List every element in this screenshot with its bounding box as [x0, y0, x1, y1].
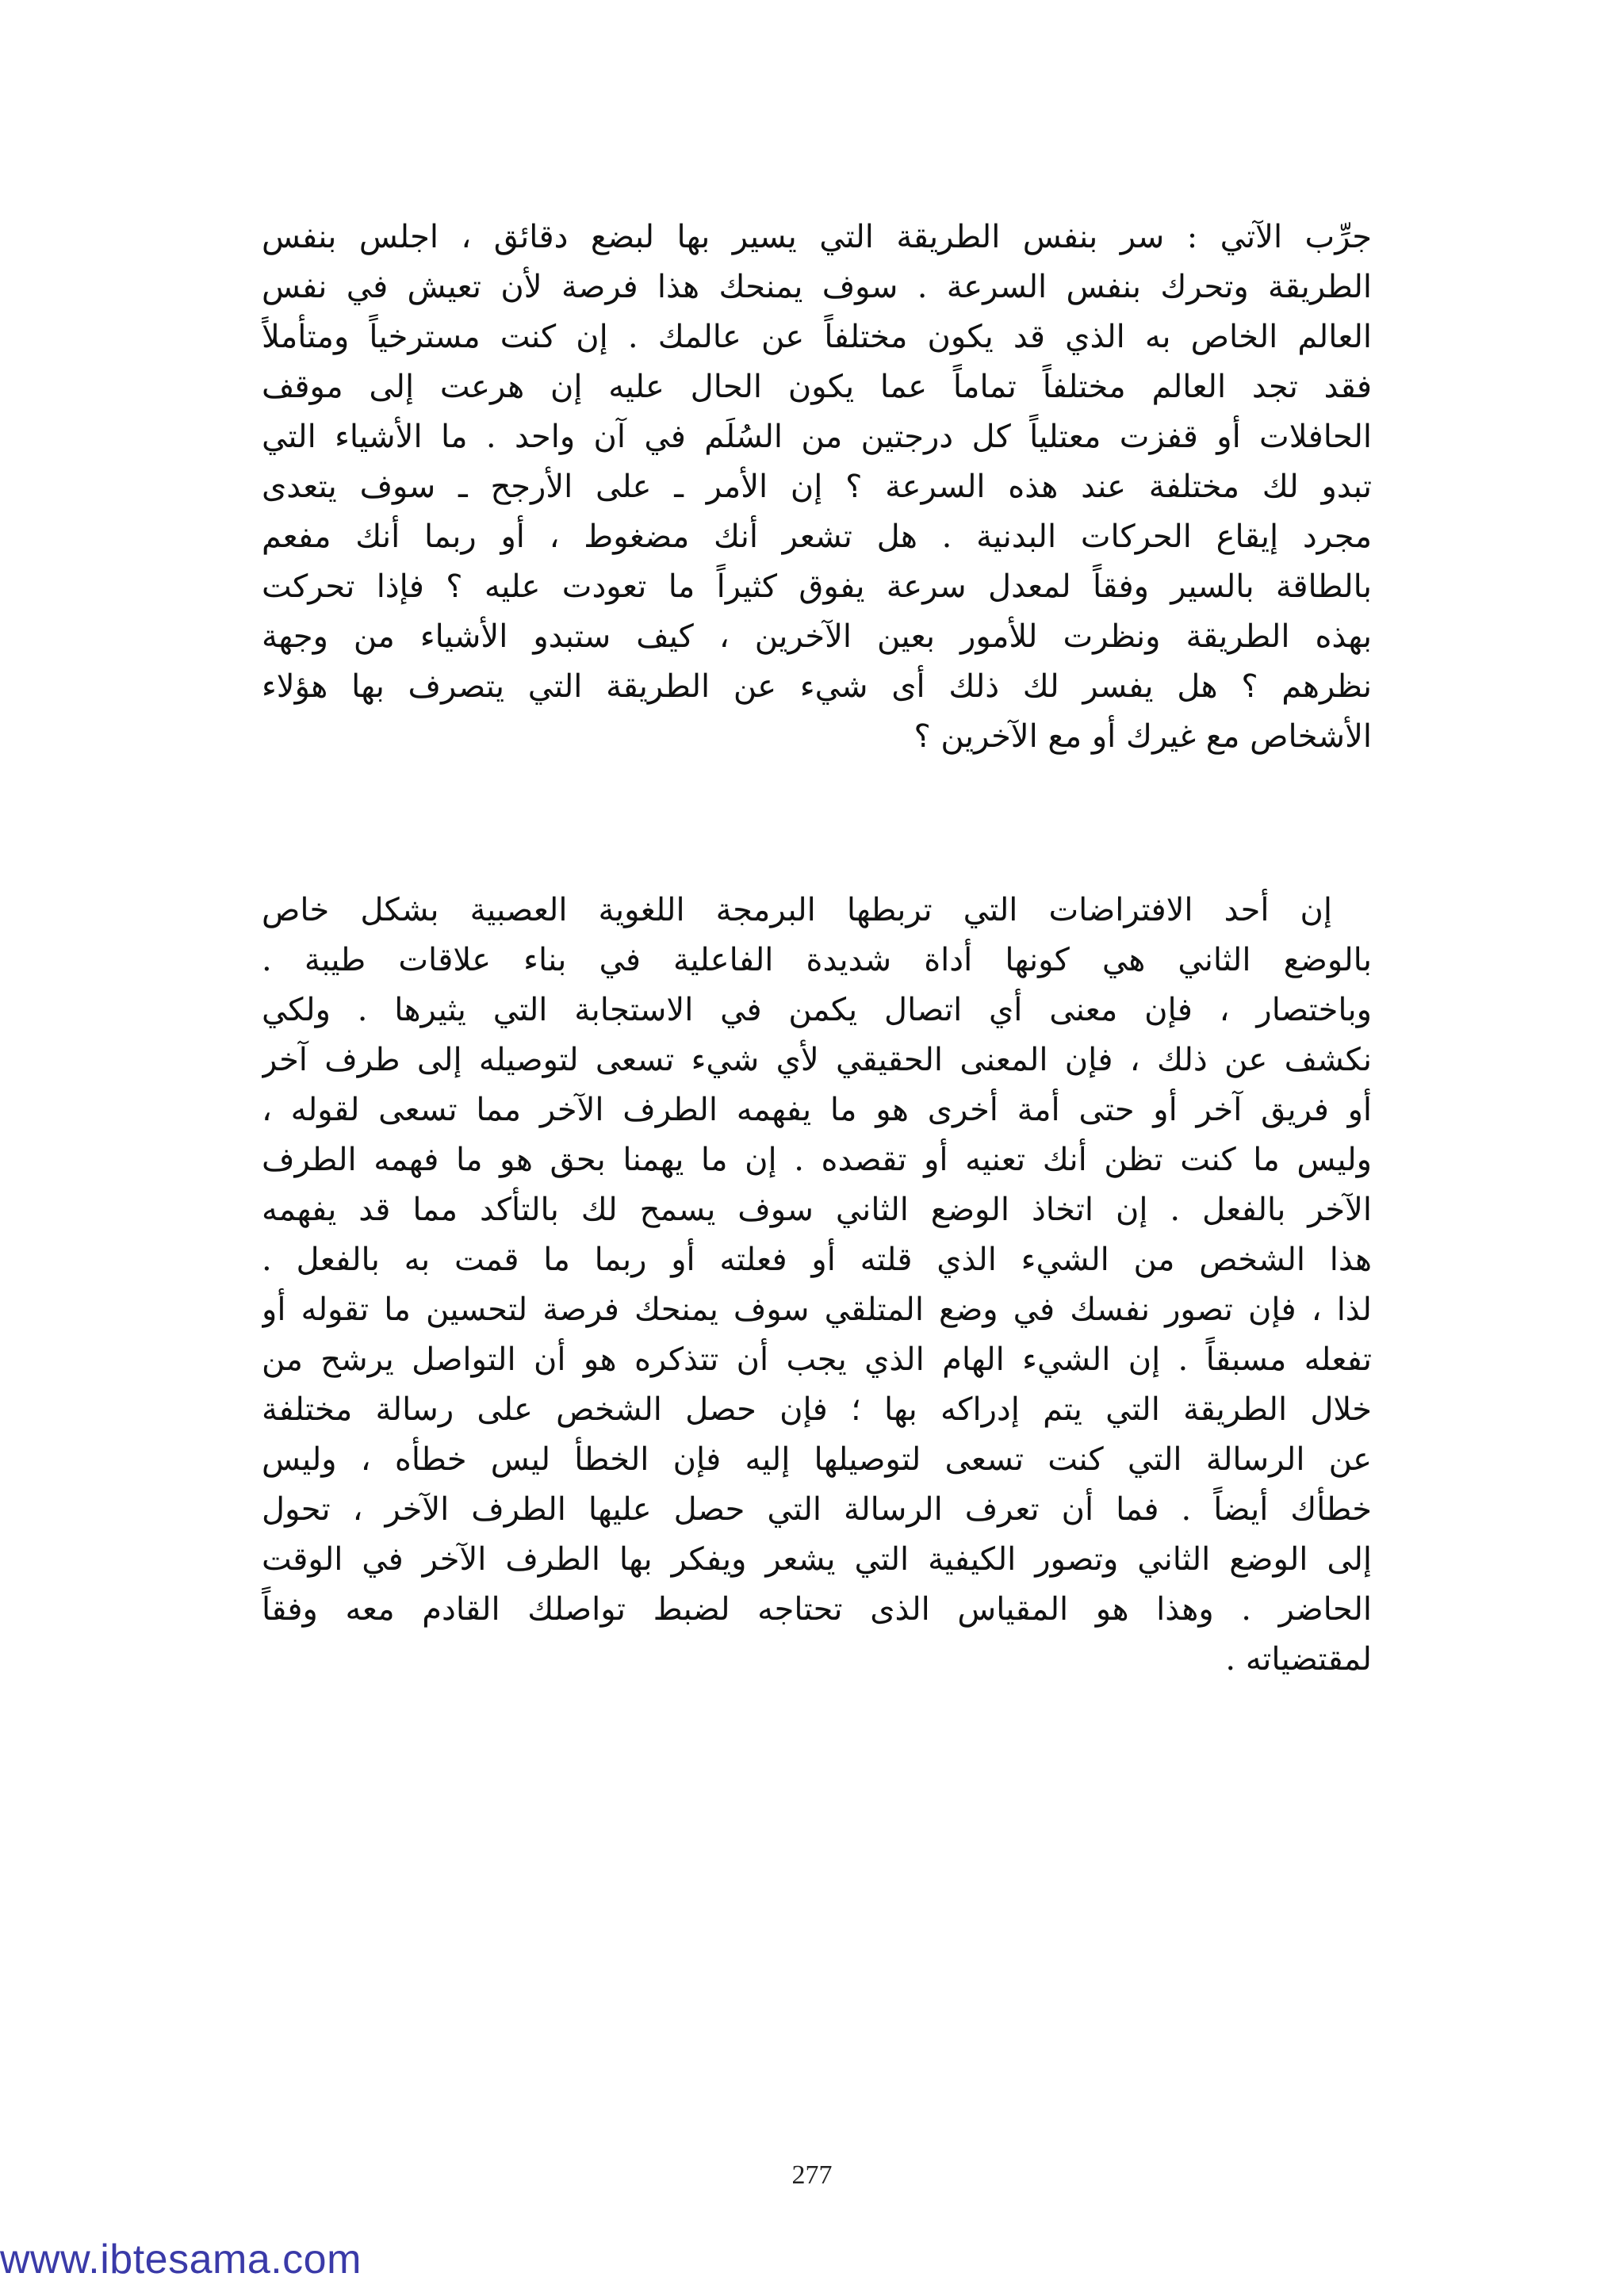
text-line: الآخر بالفعل . إن اتخاذ الوضع الثاني سوف يسمح لك بالتأكد مما قد يفهمه: [262, 1192, 1372, 1228]
page-number: 277: [791, 2160, 833, 2190]
text-line: بهذه الطريقة ونظرت للأمور بعين الآخرين ، كيف ستبدو الأشياء من وجهة: [262, 618, 1372, 655]
text-line: لمقتضياته .: [1225, 1641, 1372, 1678]
text-line: نكشف عن ذلك ، فإن المعنى الحقيقي لأي شيء تسعى لتوصيله إلى طرف آخر: [262, 1042, 1372, 1078]
text-line: بالوضع الثاني هي كونها أداة شديدة الفاعلية في بناء علاقات طيبة .: [262, 942, 1372, 978]
text-line: إلى الوضع الثاني وتصور الكيفية التي يشعر ويفكر بها الطرف الآخر في الوقت: [262, 1541, 1372, 1578]
text-line: الطريقة وتحرك بنفس السرعة . سوف يمنحك هذا فرصة لأن تعيش في نفس: [262, 269, 1372, 305]
text-line: وباختصار ، فإن معنى أي اتصال يكمن في الاستجابة التي يثيرها . ولكي: [262, 992, 1372, 1028]
text-line: فقد تجد العالم مختلفاً تماماً عما يكون الحال عليه إن هرعت إلى موقف: [262, 369, 1372, 405]
text-line: لذا ، فإن تصور نفسك في وضع المتلقي سوف يمنحك فرصة لتحسين ما تقوله أو: [262, 1292, 1372, 1328]
text-line: خطأك أيضاً . فما أن تعرف الرسالة التي حصل عليها الطرف الآخر ، تحول: [262, 1491, 1372, 1528]
text-line: أو فريق آخر أو حتى أمة أخرى هو ما يفهمه الطرف الآخر مما تسعى لقوله ،: [262, 1092, 1372, 1128]
text-line: العالم الخاص به الذي قد يكون مختلفاً عن عالمك . إن كنت مسترخياً ومتأملاً: [262, 319, 1372, 355]
text-line: عن الرسالة التي كنت تسعى لتوصيلها إليه فإن الخطأ ليس خطأه ، وليس: [262, 1441, 1372, 1478]
text-line: إن أحد الافتراضات التي تربطها البرمجة اللغوية العصبية بشكل خاص: [262, 892, 1332, 928]
text-line: مجرد إيقاع الحركات البدنية . هل تشعر أنك مضغوط ، أو ربما أنك مفعم: [262, 519, 1372, 555]
text-line: هذا الشخص من الشيء الذي قلته أو فعلته أو ربما ما قمت به بالفعل .: [262, 1242, 1372, 1278]
text-line: تفعله مسبقاً . إن الشيء الهام الذي يجب أن تتذكره هو أن التواصل يرشح من: [262, 1341, 1372, 1378]
text-line: تبدو لك مختلفة عند هذه السرعة ؟ إن الأمر ـ على الأرجح ـ سوف يتعدى: [262, 469, 1372, 505]
text-line: بالطاقة بالسير وفقاً لمعدل سرعة يفوق كثيراً ما تعودت عليه ؟ فإذا تحركت: [262, 568, 1372, 605]
text-line: الحافلات أو قفزت معتلياً كل درجتين من السُلَم في آن واحد . ما الأشياء التي: [262, 419, 1372, 455]
text-line: نظرهم ؟ هل يفسر لك ذلك أى شيء عن الطريقة التي يتصرف بها هؤلاء: [262, 668, 1372, 705]
text-line: وليس ما كنت تظن أنك تعنيه أو تقصده . إن ما يهمنا بحق هو ما فهمه الطرف: [262, 1142, 1372, 1178]
paragraph-1: [262, 212, 1372, 762]
paragraph-2: [262, 886, 1372, 1685]
text-line: الأشخاص مع غيرك أو مع الآخرين ؟: [914, 718, 1372, 755]
text-line: خلال الطريقة التي يتم إدراكه بها ؛ فإن حصل الشخص على رسالة مختلفة: [262, 1391, 1372, 1428]
text-line: جرِّب الآتي : سر بنفس الطريقة التي يسير بها لبضع دقائق ، اجلس بنفس: [262, 219, 1372, 255]
text-line: الحاضر . وهذا هو المقياس الذى تحتاجه لضبط تواصلك القادم معه وفقاً: [262, 1591, 1372, 1628]
watermark-link[interactable]: www.ibtesama.com: [0, 2237, 362, 2283]
